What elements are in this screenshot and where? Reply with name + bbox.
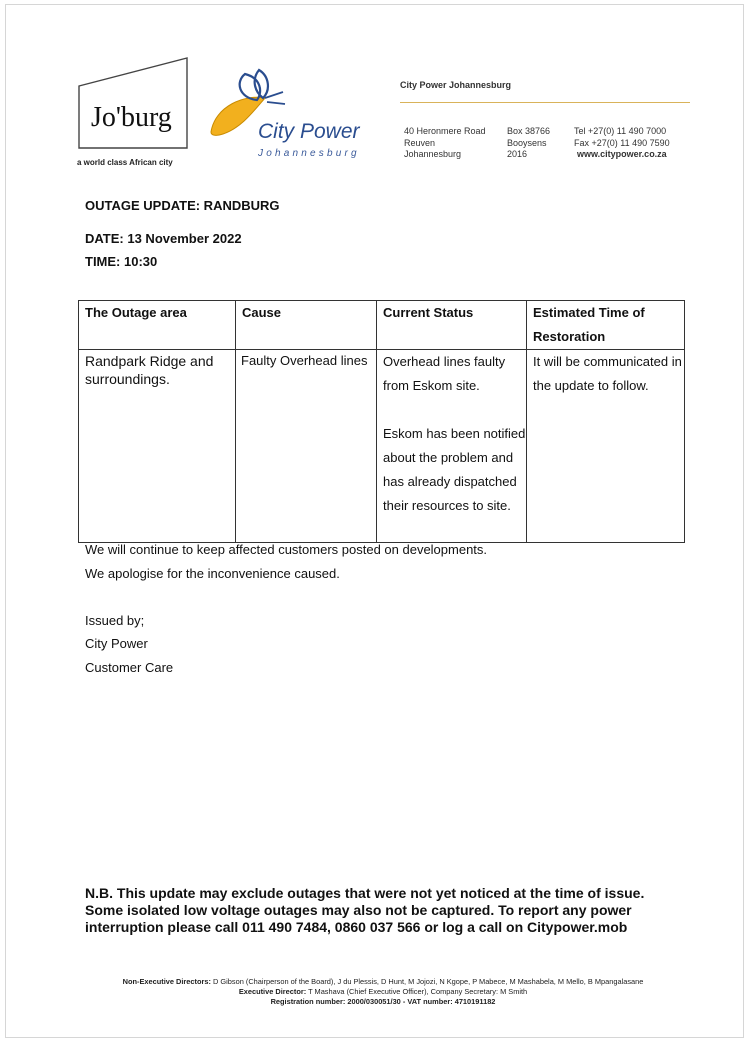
- notice-date: DATE: 13 November 2022: [85, 231, 242, 246]
- ed-label: Executive Director:: [238, 987, 307, 996]
- city-power-logo-subtitle: Johannesburg: [258, 148, 360, 159]
- status-paragraph: Overhead lines faulty from Eskom site.: [383, 354, 506, 393]
- header-outage-area: The Outage area: [79, 301, 236, 350]
- company-name: City Power Johannesburg: [400, 80, 512, 90]
- website-link[interactable]: www.citypower.co.za: [577, 149, 667, 159]
- joburg-logo: [77, 56, 189, 150]
- header-cause: Cause: [236, 301, 377, 350]
- ned-names: D Gibson (Chairperson of the Board), J du Plessis, D Hunt, M Jojozi, N Kgope, P Mabece, M Mashabela, M Mello, B Mpangalasane: [213, 977, 644, 986]
- outage-table: [78, 300, 685, 543]
- contact-details: Tel +27(0) 11 490 7000 Fax +27(0) 11 490 7590 www.citypower.co.za: [574, 126, 670, 159]
- joburg-tagline: a world class African city: [77, 158, 173, 167]
- table-header-row: [79, 301, 685, 350]
- header-estimated-restoration: Estimated Time of Restoration: [527, 301, 685, 350]
- cell-estimated-restoration: It will be communicated in the update to follow.: [527, 350, 685, 543]
- postal-address: Box 38766 Booysens 2016: [507, 126, 551, 159]
- cell-current-status: [377, 350, 527, 543]
- body-line-continue: We will continue to keep affected customers posted on developments.: [85, 542, 488, 557]
- body-line-apology: We apologise for the inconvenience caused.: [85, 566, 340, 581]
- footer: [60, 977, 706, 1007]
- table-row: [79, 350, 685, 543]
- notice-time: TIME: 10:30: [85, 254, 158, 269]
- status-paragraph: Eskom has been notified about the problem and has already dispatched their resources to site.: [383, 426, 526, 513]
- header-divider: [400, 102, 690, 103]
- nb-notice: N.B. This update may exclude outages that were not yet noticed at the time of issue. Some isolated low voltage outages may also not be captured. To report any power interruption please call 011 490 7484, 0860 037 566 or log a call on Citypower.mob: [85, 885, 645, 935]
- ed-names: T Mashava (Chief Executive Officer), Company Secretary: M Smith: [308, 987, 528, 996]
- ned-label: Non-Executive Directors:: [122, 977, 211, 986]
- issued-by-label: Issued by;: [85, 613, 145, 628]
- issuer-department: Customer Care: [85, 660, 174, 675]
- issuer-name: City Power: [85, 636, 148, 651]
- cell-cause: Faulty Overhead lines: [236, 350, 377, 543]
- registration-line: Registration number: 2000/030051/30 - VAT number: 4710191182: [270, 997, 496, 1006]
- header-current-status: Current Status: [377, 301, 527, 350]
- city-power-logo-name: City Power: [258, 120, 360, 143]
- street-address: 40 Heronmere Road Reuven Johannesburg: [404, 126, 486, 159]
- cell-outage-area: Randpark Ridge and surroundings.: [79, 350, 236, 543]
- notice-title: OUTAGE UPDATE: RANDBURG: [85, 198, 280, 213]
- joburg-logo-text: Jo'burg: [91, 102, 172, 133]
